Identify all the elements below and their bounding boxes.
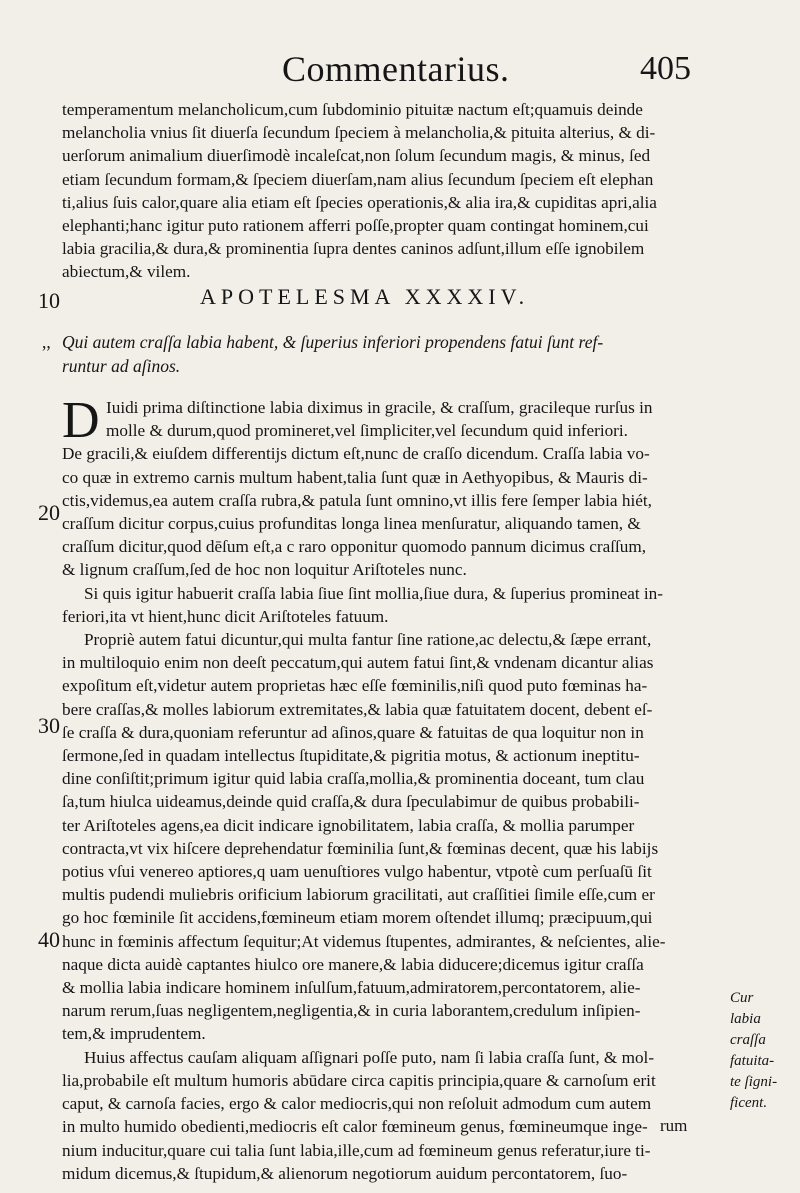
catchword: rum xyxy=(660,1116,688,1135)
text-line: lia,probabile eſt multum humoris abūdare circa capitis principia,quare & carnoſum erit xyxy=(62,1070,656,1090)
text-line: potius vſui venereo aptiores,q uam uenuſtiores vulgo habentur, vtpotè cum perſuaſū ſit xyxy=(62,862,652,882)
text-line: contracta,vt vix hiſcere deprehendatur fœminilia ſunt,& fœminas decent, quæ his labijs xyxy=(62,838,659,858)
lemma-line: runtur ad aſinos. xyxy=(62,356,181,376)
text-line: dine conſiſtit;primum igitur quid labia craſſa,mollia,& prominentia doceant, tum clau xyxy=(62,769,645,789)
text-line: nium inducitur,quare cui talia ſunt labia,ille,cum ad fœmineum genus referatur,iure ti- xyxy=(62,1140,651,1160)
text-line: uerſorum animalium diuerſimodè incaleſcat,non ſolum ſecundum magis, & minus, ſed xyxy=(62,146,651,166)
text-line: in multo humido obedienti,mediocris eſt calor fœmineum genus, fœmineumque inge- xyxy=(62,1117,648,1137)
text-line: De gracili,& eiuſdem differentijs dictum eſt,nunc de craſſo dicendum. Craſſa labia vo- xyxy=(62,444,650,464)
text-line: etiam ſecundum formam,& ſpeciem diuerſam,nam alius ſecundum ſpeciem eſt elephan xyxy=(62,169,654,189)
text-line: Iuidi prima diſtinctione labia diximus in gracile, & craſſum, gracileque rurſus in xyxy=(106,398,653,417)
text-line: go hoc fœminile ſit accidens,fœmineum etiam morem oſtendet illumq; præcipuum,qui xyxy=(62,908,653,928)
margin-note-line: fatuita- xyxy=(730,1053,775,1069)
text-line: co quæ in extremo carnis multum habent,talia ſunt quæ in Aethyopibus, & Mauris di- xyxy=(62,467,648,487)
margin-note-line: Cur xyxy=(730,990,754,1006)
running-head xyxy=(0,48,800,88)
text-line: Huius affectus cauſam aliquam aſſignari poſſe puto, nam ſi labia craſſa ſunt, & mol- xyxy=(84,1047,655,1067)
line-number: 10 xyxy=(38,288,60,313)
text-line: hunc in fœminis affectum ſequitur;At videmus ſtupentes, admirantes, & neſcientes, alie- xyxy=(62,931,666,951)
text-line: elephanti;hanc igitur puto rationem afferri poſſe,propter quam contingat hominem,cui xyxy=(62,216,649,236)
text-line: temperamentum melancholicum,cum ſubdominio pituitæ nactum eſt;quamuis deinde xyxy=(62,100,643,119)
text-line: in multiloquio enim non deeſt peccatum,qui autem fatui ſint,& vndenam dicantur alias xyxy=(62,653,654,673)
page-number: 405 xyxy=(640,50,691,87)
margin-note-line: craſſa xyxy=(730,1032,766,1048)
text-line: melancholia vnius ſit diuerſa ſecundum ſpeciem à melancholia,& pituita alterius, & di- xyxy=(62,123,656,143)
text-line: & mollia labia indicare hominem inſulſum,fatuum,admiratorem,percontatorem, alie- xyxy=(62,978,641,998)
margin-note xyxy=(730,988,796,1114)
text-line: multis pudendi muliebris orificium labiorum gracilitati, aut craſſitiei ſimile eſſe,cum er xyxy=(62,885,655,905)
top-paragraph xyxy=(62,98,722,284)
text-line: feriori,ita vt hient,hunc dicit Ariſtoteles fatuum. xyxy=(62,606,389,626)
text-line: naque dicta auidè captantes hiulco ore manere,& labia diducere;dicemus igitur craſſa xyxy=(62,954,644,974)
text-line: Propriè autem fatui dicuntur,qui multa fantur ſine ratione,ac delectu,& ſæpe errant, xyxy=(84,630,652,650)
line-number: 40 xyxy=(38,927,60,952)
margin-note-line: labia xyxy=(730,1011,761,1027)
margin-note-line: te ſigni- xyxy=(730,1074,778,1090)
text-line: craſſum dicitur corpus,cuius profunditas longa linea menſuratur, aliquando tamen, & xyxy=(62,514,641,534)
text-line: Si quis igitur habuerit craſſa labia ſiue ſint mollia,ſiue dura, & ſuperius promineat in- xyxy=(84,583,663,603)
margin-note-line: ficent. xyxy=(730,1095,768,1111)
text-line: narum rerum,ſuas negligentem,negligentia,& in curia laborantem,credulum inſipien- xyxy=(62,1001,641,1021)
text-line: ſe craſſa & dura,quoniam referuntur ad aſinos,quare & fatuitas de qua loquitur non in xyxy=(62,722,644,742)
section-heading: APOTELESMA XXXXIV. xyxy=(200,284,530,309)
text-line: ti,alius ſuis calor,quare alia etiam eſt ſpecies operationis,& alia ira,& cupiditas apri,alia xyxy=(62,192,657,212)
text-line: ſermone,ſed in quadam intellectus ſtupiditate,& pigritia motus, & actionum ineptitu- xyxy=(62,746,640,766)
text-line: ctis,videmus,ea autem craſſa rubra,& patula ſunt omnino,vt illis fere ſemper labia hiét, xyxy=(62,490,652,510)
lemma xyxy=(42,330,722,378)
text-line: ſa,tum hiulca uideamus,deinde quid craſſa,& dura ſpeculabimur de quibus probabili- xyxy=(62,792,640,812)
lemma-line: Qui autem craſſa labia habent, & ſuperius inferiori propendens fatui ſunt ref- xyxy=(62,332,604,352)
text-line: abiectum,& vilem. xyxy=(62,262,191,282)
line-number: 20 xyxy=(38,500,60,525)
line-number: 30 xyxy=(38,713,60,738)
text-line: tem,& imprudentem. xyxy=(62,1024,206,1044)
text-line: & lignum craſſum,ſed de hoc non loquitur Ariſtoteles nunc. xyxy=(62,560,467,580)
quote-mark: ,, xyxy=(42,332,51,352)
text-line: caput, & carnoſa facies, ergo & calor mediocris,qui non reſoluit admodum cum autem xyxy=(62,1094,652,1114)
text-line: craſſum dicitur,quod dēſum eſt,a c raro opponitur quomodo pannum dicimus craſſum, xyxy=(62,537,647,557)
main-text xyxy=(62,392,722,1185)
text-line: labia gracilia,& dura,& prominentia ſupra dentes caninos adſunt,illum eſſe ignobilem xyxy=(62,239,645,259)
running-title: Commentarius. xyxy=(282,49,510,89)
text-line: ter Ariſtoteles agens,ea dicit indicare ignobilitatem, labia craſſa, & mollia parumper xyxy=(62,815,635,835)
text-line: midum dicemus,& ſtupidum,& alienorum negotiorum auidum percontatorem, ſuo- xyxy=(62,1163,628,1183)
text-line: expoſitum eſt,videtur autem proprietas hæc eſſe fœminilis,niſi quod puto fœminas ha- xyxy=(62,676,648,696)
text-line: molle & durum,quod promineret,vel ſimpliciter,vel ſecundum quid inferiori. xyxy=(106,421,628,441)
text-line: bere craſſas,& molles labiorum extremitates,& labia quæ fatuitatem docent, debent eſ- xyxy=(62,699,653,719)
drop-cap: D xyxy=(62,392,100,449)
